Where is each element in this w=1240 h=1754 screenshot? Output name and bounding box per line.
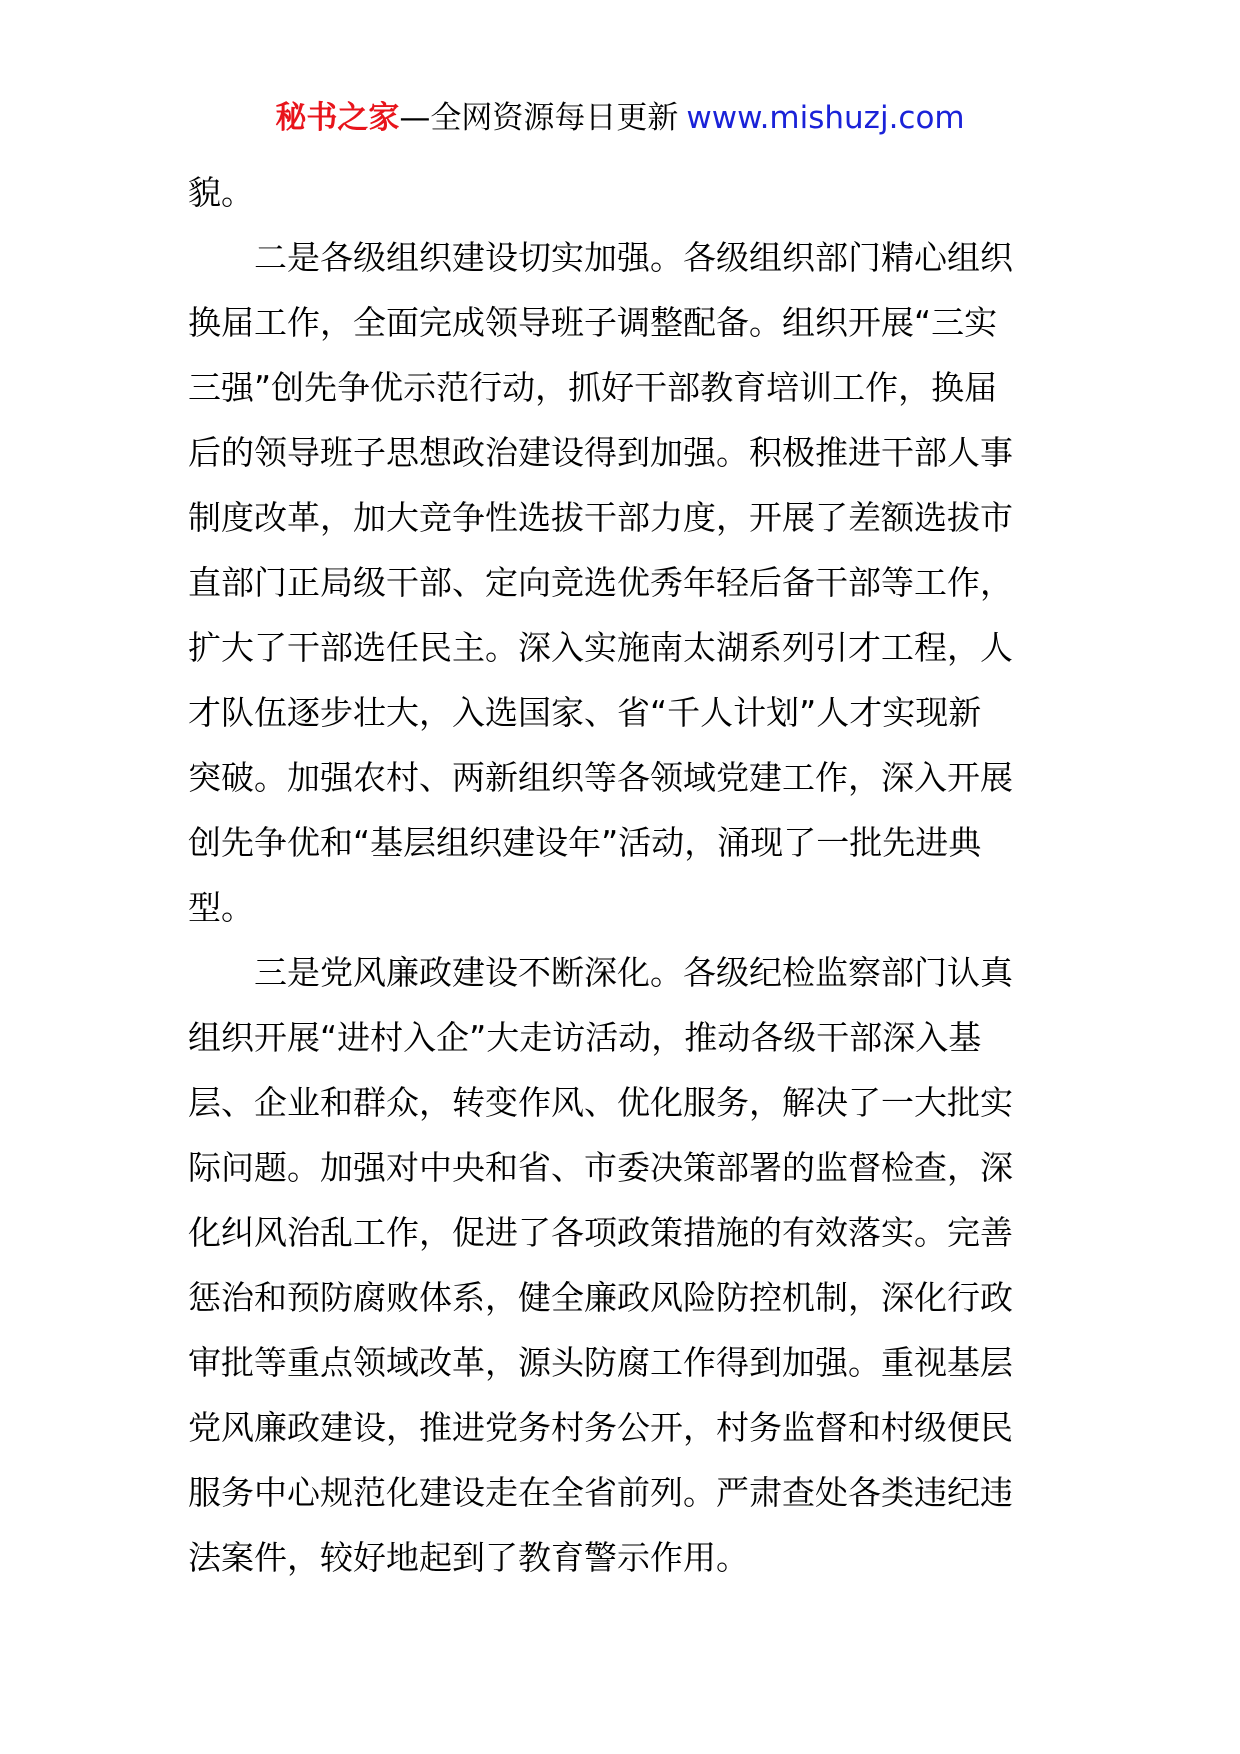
text-line: 组织开展“进村入企”大走访活动，推动各级干部深入基 [188,1018,982,1057]
text-line: 换届工作，全面完成领导班子调整配备。组织开展“三实 [188,303,998,342]
text-line: 型。 [188,888,254,927]
text-line: 三强”创先争优示范行动，抓好干部教育培训工作，换届 [188,368,998,407]
site-url-link[interactable]: www.mishuzj.com [686,100,965,136]
text-line: 法案件，较好地起到了教育警示作用。 [188,1538,749,1577]
text-line: 党风廉政建设，推进党务村务公开，村务监督和村级便民 [188,1408,1013,1447]
page-header [0,98,1240,138]
document-body [188,160,1056,1590]
text-line: 二是各级组织建设切实加强。各级组织部门精心组织 [254,238,1013,277]
text-line: 服务中心规范化建设走在全省前列。严肃查处各类违纪违 [188,1473,1013,1512]
text-line: 化纠风治乱工作，促进了各项政策措施的有效落实。完善 [188,1213,1013,1252]
text-line: 惩治和预防腐败体系，健全廉政风险防控机制，深化行政 [188,1278,1013,1317]
text-line: 三是党风廉政建设不断深化。各级纪检监察部门认真 [254,953,1013,992]
header-tagline: —全网资源每日更新 [399,100,679,136]
text-line: 貌。 [188,173,254,212]
text-line: 层、企业和群众，转变作风、优化服务，解决了一大批实 [188,1083,1013,1122]
text-line: 后的领导班子思想政治建设得到加强。积极推进干部人事 [188,433,1013,472]
text-line: 际问题。加强对中央和省、市委决策部署的监督检查，深 [188,1148,1013,1187]
text-line: 创先争优和“基层组织建设年”活动，涌现了一批先进典 [188,823,982,862]
text-line: 才队伍逐步壮大，入选国家、省“千人计划”人才实现新 [188,693,982,732]
text-line: 审批等重点领域改革，源头防腐工作得到加强。重视基层 [188,1343,1013,1382]
text-line: 扩大了干部选任民主。深入实施南太湖系列引才工程，人 [188,628,1013,667]
text-line: 直部门正局级干部、定向竞选优秀年轻后备干部等工作， [188,563,1013,602]
text-line: 突破。加强农村、两新组织等各领域党建工作，深入开展 [188,758,1013,797]
text-line: 制度改革，加大竞争性选拔干部力度，开展了差额选拔市 [188,498,1013,537]
brand-name: 秘书之家 [275,100,400,136]
